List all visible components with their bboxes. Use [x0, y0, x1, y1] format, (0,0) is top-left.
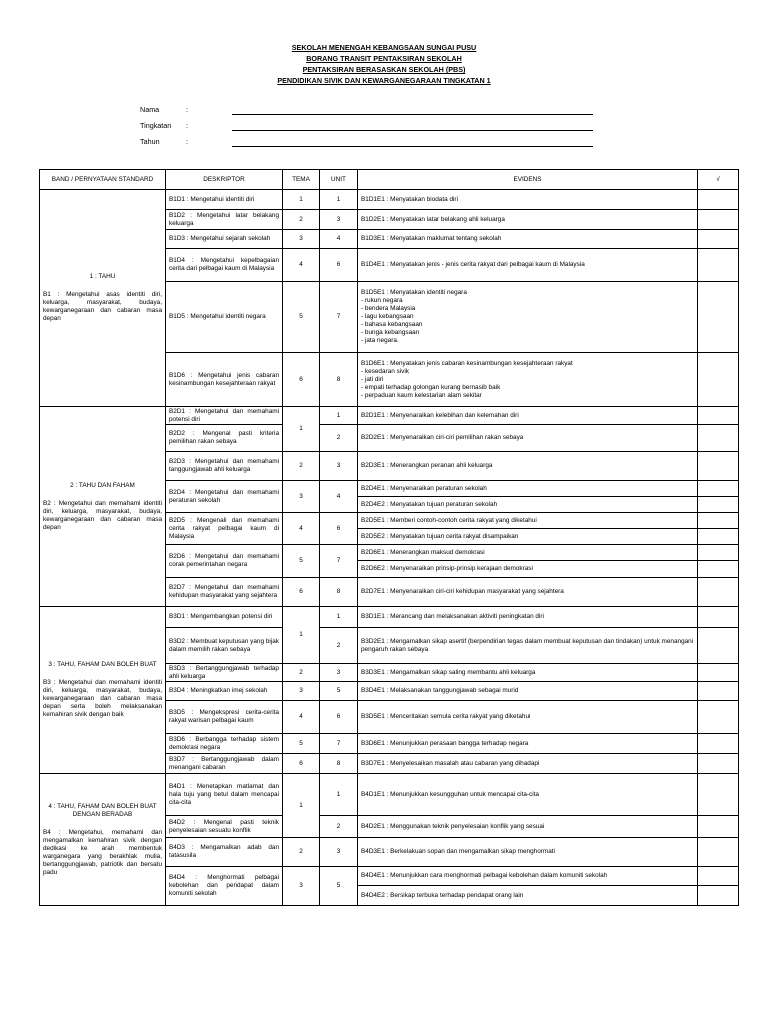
year-field[interactable]: [232, 146, 593, 147]
tick-checkbox[interactable]: [698, 816, 739, 838]
form-level-field[interactable]: [232, 130, 593, 131]
descriptor-cell: B2D6 : Mengetahui dan memahami corak pemerintahan negara: [166, 545, 283, 578]
tick-checkbox[interactable]: [698, 838, 739, 867]
band-title: 3 : TAHU, FAHAM DAN BOLEH BUAT: [48, 661, 157, 668]
form-level-label: Tingkatan: [140, 121, 172, 130]
band-title: 2 : TAHU DAN FAHAM: [70, 481, 135, 489]
tick-checkbox[interactable]: [698, 682, 739, 701]
evidence-line: - empati terhadap golongan kurang bernasib baik: [361, 383, 501, 391]
evidence-cell: [358, 682, 698, 701]
tema-cell: 4: [283, 701, 320, 734]
tick-checkbox[interactable]: [698, 190, 739, 210]
tick-checkbox[interactable]: [698, 545, 739, 561]
tick-checkbox[interactable]: [698, 481, 739, 497]
evidence-line: - bunga kebangsaan: [361, 329, 420, 336]
evidence-line: B1D3E1 : Menyatakan maklumat tentang sekolah: [361, 235, 502, 242]
assessment-table: [39, 169, 739, 906]
evidence-line: B2D4E1 : Menyenaraikan peraturan sekolah: [361, 484, 487, 492]
band-cell: [40, 774, 166, 906]
tick-checkbox[interactable]: [698, 734, 739, 754]
evidence-cell: [358, 407, 698, 425]
descriptor-column-header: DESKRIPTOR: [166, 170, 283, 190]
evidence-line: B1D2E1 : Menyatakan latar belakang ahli keluarga: [361, 215, 505, 223]
evidence-line: B2D4E2 : Menyatakan tujuan peraturan sekolah: [361, 500, 498, 508]
evidence-line: B3D4E1 : Melaksanakan tanggungjawab sebagai murid: [361, 687, 519, 694]
band-cell: [40, 407, 166, 607]
evidence-cell: [358, 607, 698, 628]
tema-cell: 3: [283, 682, 320, 701]
evidence-cell: [358, 425, 698, 452]
evidence-line: B2D6E2 : Menyenaraikan prinsip-prinsip kerajaan demokrasi: [361, 565, 533, 572]
tick-checkbox[interactable]: [698, 249, 739, 282]
evidence-line: B1D5E1 : Menyatakan identiti negara: [361, 289, 467, 296]
descriptor-cell: B2D1 : Mengetahui dan memahami potensi diri: [166, 407, 283, 425]
evidence-cell: [358, 578, 698, 607]
unit-cell: 2: [320, 816, 358, 838]
unit-cell: 1: [320, 607, 358, 628]
assessment-title: PENTAKSIRAN BERASASKAN SEKOLAH (PBS): [302, 65, 466, 74]
tema-cell: 3: [283, 481, 320, 513]
unit-cell: 2: [320, 425, 358, 452]
tick-checkbox[interactable]: [698, 230, 739, 249]
unit-cell: 6: [320, 249, 358, 282]
evidence-cell: [358, 353, 698, 407]
evidence-line: B2D5E1 : Memberi contoh-contoh cerita rakyat yang diketahui: [361, 516, 537, 524]
tick-checkbox[interactable]: [698, 529, 739, 545]
evidence-cell: [358, 774, 698, 816]
band-title: 4 : TAHU, FAHAM DAN BOLEH BUAT DENGAN BERADAB: [48, 802, 157, 818]
tick-checkbox[interactable]: [698, 561, 739, 578]
tema-cell: 5: [283, 545, 320, 578]
tema-cell: 6: [283, 754, 320, 774]
tick-checkbox[interactable]: [698, 754, 739, 774]
form-title: BORANG TRANSIT PENTAKSIRAN SEKOLAH: [306, 54, 462, 63]
evidence-column-header: EVIDENS: [358, 170, 698, 190]
unit-cell: 7: [320, 545, 358, 578]
unit-column-header: UNIT: [320, 170, 358, 190]
evidence-line: B2D3E1 : Menerangkan peranan ahli keluarga: [361, 462, 493, 469]
evidence-line: B2D2E1 : Menyenaraikan ciri-ciri pemilihan rakan sebaya: [361, 434, 524, 441]
tick-checkbox[interactable]: [698, 407, 739, 425]
descriptor-cell: B4D3 : Mengamalkan adab dan tatasusila: [166, 838, 283, 867]
evidence-line: B3D2E1 : Mengamalkan sikap asertif (berpendirian tegas dalam membuat keputusan dan tindakan) untuk menangani pengaruh rakan sebaya: [361, 637, 694, 653]
descriptor-cell: B1D4 : Mengetahui kepelbagaian cerita dari pelbagai kaum di Malaysia: [166, 249, 283, 282]
evidence-line: - lagu kebangsaan: [361, 313, 414, 320]
band-column-header: BAND / PERNYATAAN STANDARD: [40, 170, 166, 190]
band-statement: B2 : Mengetahui dan memahami identiti diri, keluarga, masyarakat, budaya, kewarganegaraan dan cabaran masa depan: [43, 499, 162, 531]
tick-checkbox[interactable]: [698, 452, 739, 481]
evidence-line: - bendera Malaysia: [361, 305, 416, 312]
tick-checkbox[interactable]: [698, 701, 739, 734]
tema-cell: 5: [283, 734, 320, 754]
tema-cell: 6: [283, 353, 320, 407]
unit-cell: 3: [320, 210, 358, 230]
year-colon: :: [186, 137, 188, 146]
tema-cell: 5: [283, 282, 320, 353]
evidence-line: B3D3E1 : Mengamalkan sikap saling membantu ahli keluarga: [361, 668, 536, 676]
tema-cell: 2: [283, 452, 320, 481]
evidence-cell: [358, 754, 698, 774]
evidence-cell: [358, 282, 698, 353]
subject-title: PENDIDIKAN SIVIK DAN KEWARGANEGARAAN TINGKATAN 1: [277, 76, 491, 85]
table-header-row: [40, 170, 739, 190]
tick-checkbox[interactable]: [698, 497, 739, 513]
evidence-line: B2D1E1 : Menyenaraikan kelebihan dan kelemahan diri: [361, 411, 519, 419]
evidence-line: - jata negara.: [361, 337, 399, 344]
evidence-line: B3D6E1 : Menunjukkan perasaan bangga terhadap negara: [361, 739, 529, 747]
tick-checkbox[interactable]: [698, 628, 739, 664]
evidence-cell: [358, 497, 698, 513]
evidence-line: B3D5E1 : Menceritakan semula cerita rakyat yang diketahui: [361, 713, 531, 720]
descriptor-cell: B1D6 : Mengetahui jenis cabaran kesinambungan kesejahteraan rakyat: [166, 353, 283, 407]
tema-cell: 1: [283, 607, 320, 664]
tema-cell: 4: [283, 249, 320, 282]
unit-cell: 1: [320, 774, 358, 816]
descriptor-cell: B1D2 : Mengetahui latar belakang keluarga: [166, 210, 283, 230]
table-row: [40, 407, 739, 425]
tick-checkbox[interactable]: [698, 513, 739, 529]
band-statement: B4 : Mengetahui, memahami dan mengamalkan kemahiran sivik dengan dedikasi ke arah membentuk warganegara yang berakhlak mulia, bertanggungjawab, patriotik dan bersatu padu: [43, 828, 162, 876]
descriptor-cell: B3D3 : Bertanggungjawab terhadap ahli keluarga: [166, 664, 283, 682]
descriptor-cell: B4D1 : Menetapkan matlamat dan hala tuju yang betul dalam mencapai cita-cita: [166, 774, 283, 816]
name-field[interactable]: [232, 114, 593, 115]
evidence-cell: [358, 210, 698, 230]
evidence-line: B1D4E1 : Menyatakan jenis - jenis cerita rakyat dari pelbagai kaum di Malaysia: [361, 261, 585, 268]
evidence-line: B4D1E1 : Menunjukkan kesungguhan untuk mencapai cita-cita: [361, 790, 539, 798]
tema-cell: 3: [283, 867, 320, 906]
unit-cell: 4: [320, 230, 358, 249]
descriptor-cell: B3D2 : Membuat keputusan yang bijak dalam memilih rakan sebaya: [166, 628, 283, 664]
band-cell: [40, 607, 166, 774]
tick-checkbox[interactable]: [698, 282, 739, 353]
year-label: Tahun: [140, 137, 160, 146]
evidence-line: B2D6E1 : Menerangkan maksud demokrasi: [361, 548, 485, 556]
tema-cell: 6: [283, 578, 320, 607]
tema-cell: 3: [283, 230, 320, 249]
tema-cell: 1: [283, 407, 320, 452]
evidence-line: B4D4E1 : Menunjukkan cara menghormati pelbagai kebolehan dalam komuniti sekolah: [361, 872, 608, 879]
tema-column-header: TEMA: [283, 170, 320, 190]
tema-cell: 2: [283, 210, 320, 230]
evidence-line: B4D2E1 : Menggunakan teknik penyelesaian konflik yang sesuai: [361, 822, 545, 830]
descriptor-cell: B1D1 : Mengetahui identiti diri: [166, 190, 283, 210]
tick-checkbox[interactable]: [698, 353, 739, 407]
table-row: [40, 607, 739, 628]
school-name: SEKOLAH MENENGAH KEBANGSAAN SUNGAI PUSU: [291, 43, 477, 52]
name-label: Nama: [140, 105, 160, 114]
tema-cell: 1: [283, 774, 320, 838]
table-row: [40, 774, 739, 816]
band-title: 1 : TAHU: [89, 273, 116, 280]
evidence-cell: [358, 545, 698, 561]
evidence-cell: [358, 816, 698, 838]
unit-cell: 5: [320, 682, 358, 701]
unit-cell: 6: [320, 513, 358, 545]
descriptor-cell: B1D5 : Mengetahui identiti negara: [166, 282, 283, 353]
evidence-line: - bahasa kebangsaan: [361, 321, 423, 328]
evidence-line: - rukun negara: [361, 297, 403, 304]
descriptor-cell: B3D6 : Berbangga terhadap sistem demokrasi negara: [166, 734, 283, 754]
tick-checkbox[interactable]: [698, 774, 739, 816]
unit-cell: 8: [320, 754, 358, 774]
tick-checkbox[interactable]: [698, 210, 739, 230]
unit-cell: 2: [320, 628, 358, 664]
evidence-cell: [358, 452, 698, 481]
evidence-line: B3D7E1 : Menyelesaikan masalah atau cabaran yang dihadapi: [361, 759, 540, 767]
tick-checkbox[interactable]: [698, 607, 739, 628]
unit-cell: 7: [320, 282, 358, 353]
band-statement: B3 : Mengetahui dan memahami identiti diri, keluarga, masyarakat, budaya, kewarganegaraan dan cabaran masa depan serta boleh melaksanakan kemahiran sivik dengan baik: [43, 679, 162, 718]
evidence-cell: [358, 230, 698, 249]
evidence-cell: [358, 628, 698, 664]
unit-cell: 4: [320, 481, 358, 513]
evidence-cell: [358, 249, 698, 282]
unit-cell: 3: [320, 664, 358, 682]
name-colon: :: [186, 105, 188, 114]
unit-cell: 7: [320, 734, 358, 754]
evidence-line: - kesedaran sivik: [361, 367, 409, 375]
tick-checkbox[interactable]: [698, 425, 739, 452]
descriptor-cell: B2D2 : Mengenal pasti kriteria pemilihan rakan sebaya: [166, 425, 283, 452]
evidence-line: B4D4E2 : Bersikap terbuka terhadap pendapat orang lain: [361, 891, 524, 899]
evidence-cell: [358, 513, 698, 529]
unit-cell: 6: [320, 701, 358, 734]
tick-checkbox[interactable]: [698, 578, 739, 607]
band-cell: [40, 190, 166, 407]
tema-cell: 1: [283, 190, 320, 210]
evidence-cell: [358, 838, 698, 867]
unit-cell: 1: [320, 407, 358, 425]
unit-cell: 1: [320, 190, 358, 210]
evidence-cell: [358, 886, 698, 906]
unit-cell: 8: [320, 578, 358, 607]
unit-cell: 8: [320, 353, 358, 407]
unit-cell: 3: [320, 452, 358, 481]
tick-checkbox[interactable]: [698, 886, 739, 906]
form-level-colon: :: [186, 121, 188, 130]
evidence-cell: [358, 529, 698, 545]
descriptor-cell: B1D3 : Mengetahui sejarah sekolah: [166, 230, 283, 249]
evidence-line: B2D7E1 : Menyenaraikan ciri-ciri kehidupan masyarakat yang sejahtera: [361, 588, 564, 595]
tema-cell: 2: [283, 664, 320, 682]
evidence-line: - perpaduan kaum kelestarian alam sekitar: [361, 391, 482, 399]
descriptor-cell: B4D2 : Mengenal pasti teknik penyelesaian sesuatu konflik: [166, 816, 283, 838]
table-row: [40, 190, 739, 210]
descriptor-cell: B4D4 : Menghormati pelbagai kebolehan dan pendapat dalam komuniti sekolah: [166, 867, 283, 906]
evidence-cell: [358, 664, 698, 682]
unit-cell: 3: [320, 838, 358, 867]
descriptor-cell: B3D5 : Mengekspresi cerita-cerita rakyat warisan pelbagai kaum: [166, 701, 283, 734]
tick-checkbox[interactable]: [698, 664, 739, 682]
band-statement: B1 : Mengetahui asas identiti diri, keluarga, masyarakat, budaya, kewarganegaraan dan cabaran masa depan: [43, 291, 162, 322]
descriptor-cell: B2D5 : Mengenali dan memahami cerita rakyat pelbagai kaum di Malaysia: [166, 513, 283, 545]
evidence-line: - jati diri: [361, 375, 384, 383]
evidence-cell: [358, 190, 698, 210]
descriptor-cell: B3D7 : Bertanggungjawab dalam menangani cabaran: [166, 754, 283, 774]
unit-cell: 5: [320, 867, 358, 906]
tick-checkbox[interactable]: [698, 867, 739, 886]
tema-cell: 2: [283, 838, 320, 867]
descriptor-cell: B2D3 : Mengetahui dan memahami tanggungjawab ahli keluarga: [166, 452, 283, 481]
evidence-cell: [358, 701, 698, 734]
evidence-line: B1D1E1 : Menyatakan biodata diri: [361, 195, 458, 203]
evidence-line: B1D6E1 : Menyatakan jenis cabaran kesinambungan kesejahteraan rakyat: [361, 359, 573, 367]
evidence-line: B2D5E2 : Menyatakan tujuan cerita rakyat disampaikan: [361, 532, 519, 540]
descriptor-cell: B3D1 : Mengembangkan potensi diri: [166, 607, 283, 628]
evidence-cell: [358, 481, 698, 497]
evidence-cell: [358, 561, 698, 578]
tema-cell: 4: [283, 513, 320, 545]
evidence-cell: [358, 734, 698, 754]
evidence-cell: [358, 867, 698, 886]
tick-column-header: √: [698, 170, 739, 190]
descriptor-cell: B2D4 : Mengetahui dan memahami peraturan sekolah: [166, 481, 283, 513]
descriptor-cell: B2D7 : Mengetahui dan memahami kehidupan masyarakat yang sejahtera: [166, 578, 283, 607]
evidence-line: B4D3E1 : Berkelakuan sopan dan mengamalkan sikap menghormati: [361, 848, 555, 855]
descriptor-cell: B3D4 : Meningkatkan imej sekolah: [166, 682, 283, 701]
evidence-line: B3D1E1 : Merancang dan melaksanakan aktiviti peningkatan diri: [361, 613, 544, 620]
